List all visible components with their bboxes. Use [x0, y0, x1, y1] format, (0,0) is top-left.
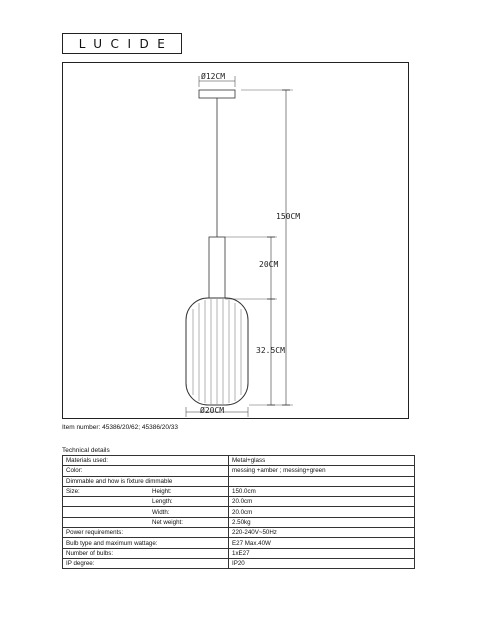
row-value: 1xE27	[229, 548, 415, 558]
row-value: 20.0cm	[229, 507, 415, 517]
row-label: Dimmable and how is fixture dimmable	[63, 476, 229, 486]
technical-details-table	[62, 455, 415, 569]
table-row	[63, 528, 415, 538]
technical-details-title: Technical details	[62, 447, 110, 454]
table-row	[63, 548, 415, 558]
lamp-holder-shape	[209, 237, 225, 299]
table-row	[63, 466, 415, 476]
row-label: IP degree:	[63, 558, 150, 568]
table-row	[63, 486, 415, 496]
row-label: Materials used:	[63, 456, 150, 466]
table-row	[63, 538, 415, 548]
total-height-label: 150CM	[276, 212, 301, 221]
row-label	[63, 507, 150, 517]
row-value: 220-240V~50Hz	[229, 528, 415, 538]
canopy-shape	[199, 90, 235, 98]
row-value: E27 Max.40W	[229, 538, 415, 548]
row-label: Size:	[63, 486, 150, 496]
row-label: Number of bulbs:	[63, 548, 150, 558]
holder-height-label: 20CM	[259, 260, 279, 269]
table-row	[63, 558, 415, 568]
table-row	[63, 517, 415, 527]
row-label: Bulb type and maximum wattage:	[63, 538, 229, 548]
row-label	[63, 517, 150, 527]
row-value: IP20	[229, 558, 415, 568]
technical-drawing	[62, 62, 409, 419]
pendant-lamp-drawing	[63, 63, 410, 420]
row-label: Power requirements:	[63, 528, 150, 538]
logo-text: LUCIDE	[78, 36, 174, 51]
row-value: Metal+glass	[229, 456, 415, 466]
shade-diameter-label: Ø20CM	[200, 406, 225, 415]
canopy-diameter-label: Ø12CM	[201, 72, 226, 81]
row-sublabel: Height:	[149, 486, 229, 496]
row-sublabel: Width:	[149, 507, 229, 517]
row-value	[229, 476, 415, 486]
row-sublabel	[149, 456, 229, 466]
table-row	[63, 476, 415, 486]
row-sublabel: Length:	[149, 497, 229, 507]
row-label: Color:	[63, 466, 150, 476]
row-sublabel	[149, 466, 229, 476]
table-row	[63, 507, 415, 517]
table-row	[63, 456, 415, 466]
row-value: 20.0cm	[229, 497, 415, 507]
row-value: messing +amber ; messing+green	[229, 466, 415, 476]
brand-logo	[62, 33, 182, 54]
row-sublabel: Net weight:	[149, 517, 229, 527]
table-row	[63, 497, 415, 507]
row-sublabel	[149, 548, 229, 558]
row-sublabel	[149, 528, 229, 538]
row-label	[63, 497, 150, 507]
row-value: 2.50kg	[229, 517, 415, 527]
row-sublabel	[149, 558, 229, 568]
item-number: Item number: 45386/20/62; 45386/20/33	[62, 424, 179, 431]
shade-height-label: 32.5CM	[256, 346, 285, 355]
row-value: 150.0cm	[229, 486, 415, 496]
